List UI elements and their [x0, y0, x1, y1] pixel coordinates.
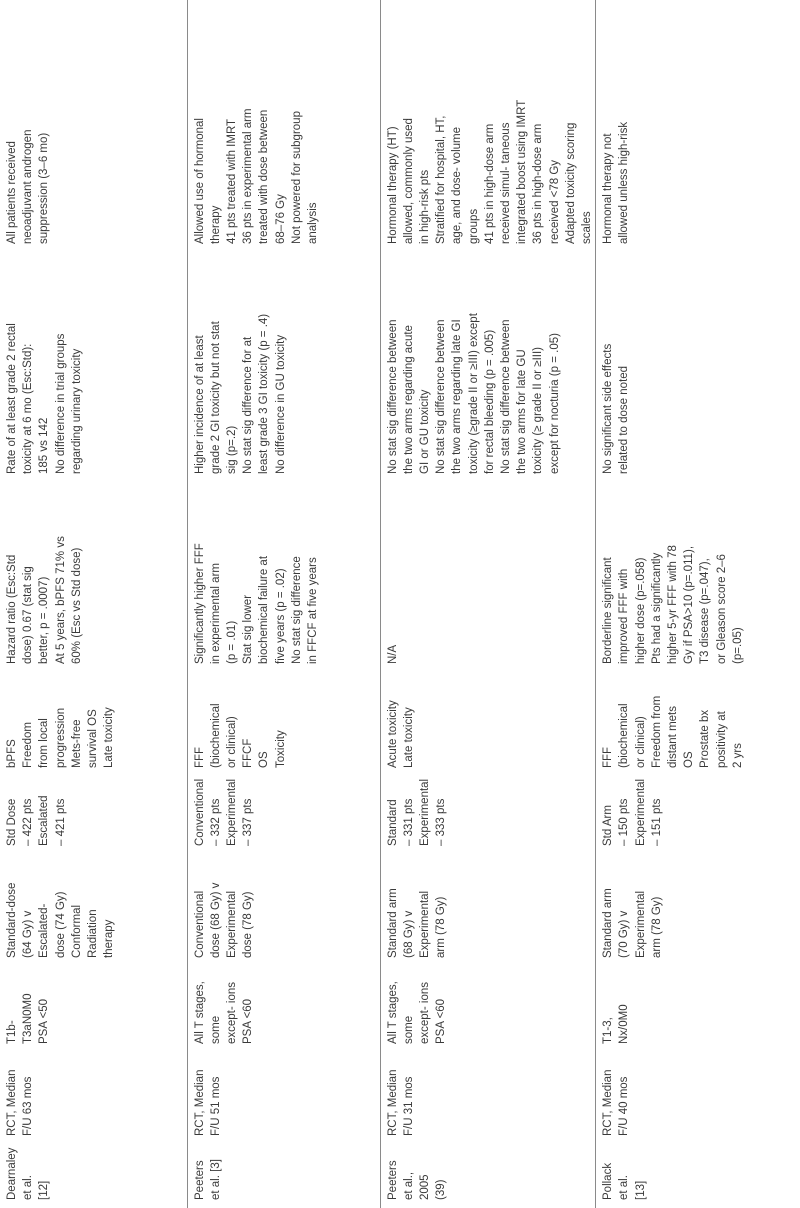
eligibility-cell: All T stages, some except- ions PSA <60 — [386, 981, 448, 1044]
table-row — [0, 0, 187, 1208]
eligibility-cell: T1-3, Nx/0M0 — [602, 1004, 631, 1044]
arms-cell: Standard arm (70 Gy) v Experimental arm (78 Gy) — [602, 888, 663, 958]
endpoints-cell: bPFS Freedom from local progression Mets-free survival OS Late toxicity — [6, 707, 116, 768]
toxicity-cell: Higher incidence of at least grade 2 GI toxicity but not stat sig (p=.2) No stat sig difference for at least grade 3 GI toxicity (p = .4) No difference in GU toxicity — [193, 313, 287, 474]
table-row — [380, 0, 596, 1208]
patients-cell: Conventional – 332 pts Experimental – 337 pts — [193, 778, 255, 846]
patients-cell: Std Arm – 150 pts Experimental – 151 pts — [602, 778, 663, 846]
eligibility-cell: All T stages, some except- ions PSA <60 — [193, 981, 255, 1044]
study-cell: Dearnaley et al. [12] — [6, 1147, 51, 1200]
endpoints-cell: FFF (biochemical or clinical) Freedom from distant mets OS Prostate bx positivity at 2 yrs — [602, 695, 744, 768]
table-row — [187, 0, 380, 1208]
arms-cell: Standard arm (68 Gy) v Experimental arm (78 Gy) — [386, 888, 448, 958]
comments-cell: Allowed use of hormonal therapy 41 pts treated with IMRT 36 pts in experimental arm treated with dose between 68–76 Gy Not powered for subgroup analysis — [193, 108, 319, 244]
study-cell: Peeters et al. [3] — [193, 1159, 222, 1200]
arms-cell: Conventional dose (68 Gy) v Experimental dose (78 Gy) — [193, 882, 255, 958]
study-cell: Pollack et al. [13] — [602, 1162, 647, 1200]
table-row — [596, 0, 800, 1208]
design-cell: RCT, Median F/U 63 mos — [6, 1069, 35, 1136]
comments-cell: Hormonal therapy (HT) allowed, commonly used in high-risk pts Stratified for hospital, HT, age, and dose- volume groups 41 pts in high-dose arm received simul- taneous integrated boost using IMRT 36 pts in high-dose arm received <78 Gy Adapted toxicity scoring scales — [386, 99, 593, 244]
outcome-cell: Hazard ratio (Esc:Std dose) 0.67 (stat sig better, p = .0007) At 5 years, bPFS 71% vs 60% (Esc vs Std dose) — [6, 536, 83, 664]
outcome-cell: N/A — [386, 644, 399, 664]
design-cell: RCT, Median F/U 51 mos — [193, 1069, 222, 1136]
comments-cell: All patients received neoadjuvant androgen suppression (3–6 mo) — [6, 129, 51, 244]
endpoints-cell: FFF (biochemical or clinical) FFCF OS Toxicity — [193, 703, 287, 768]
toxicity-cell: No stat sig difference between the two arms regarding acute GI or GU toxicity No stat sig difference between the two arms regarding late GI toxicity (≥grade II or ≥III) except for rectal bleeding (p = .005) No stat sig difference between the two arms for late GU toxicity (≥ grade II or ≥III) except for nocturia (p = .05) — [386, 313, 561, 474]
patients-cell: Standard – 331 pts Experimental – 333 pts — [386, 778, 448, 846]
outcome-cell: Borderline significant improved FFF with higher dose (p=.058) Pts had a significantly higher 5-yr FFF with 78 Gy if PSA>10 (p=.011), T3 disease (p=.047), or Gleason score 2–6 (p=.05) — [602, 545, 744, 664]
comments-cell: Hormonal therapy not allowed unless high-risk — [602, 121, 631, 244]
study-cell: Peeters et al., 2005 (39) — [386, 1160, 448, 1200]
toxicity-cell: Rate of at least grade 2 rectal toxicity at 6 mo (Esc:Std): 185 vs 142 No difference in trial groups regarding urinary toxicity — [6, 323, 83, 474]
design-cell: RCT, Median F/U 31 mos — [386, 1069, 415, 1136]
outcome-cell: Significantly higher FFF in experimental arm (p = .01) Stat sig lower biochemical failure at five years (p = .02) No stat sig difference in FFCF at five years — [193, 543, 319, 664]
toxicity-cell: No significant side effects related to dose noted — [602, 343, 631, 474]
eligibility-cell: T1b- T3aN0M0 PSA <50 — [6, 993, 51, 1044]
endpoints-cell: Acute toxicity Late toxicity — [386, 700, 415, 768]
arms-cell: Standard-dose (64 Gy) v Escalated- dose (74 Gy) Conformal Radiation therapy — [6, 882, 116, 958]
patients-cell: Std Dose – 422 pts Escalated – 421 pts — [6, 795, 67, 846]
design-cell: RCT, Median F/U 40 mos — [602, 1069, 631, 1136]
